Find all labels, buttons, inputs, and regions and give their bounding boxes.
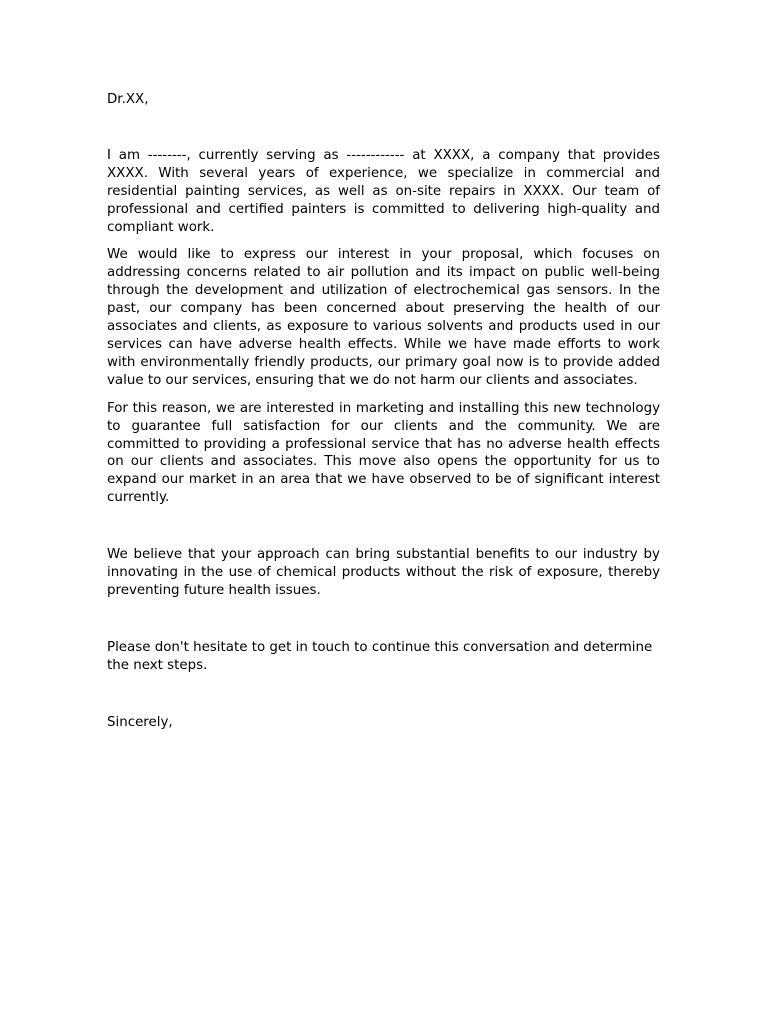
paragraph-benefits: We believe that your approach can bring substantial benefits to our industry by innovating in the use of chemical products without the risk of exposure, thereby preventing future health issues. <box>107 547 660 598</box>
paragraph-motivation: For this reason, we are interested in marketing and installing this new technology to guarantee full satisfaction for our clients and the community. We are committed to providing a professional service that has no adverse health effects on our clients and associates. This move also opens the opportunity for us to expand our market in an area that we have observed to be of significant interest currently. <box>107 400 660 506</box>
salutation: Dr.XX, <box>107 92 149 107</box>
letter-body <box>107 91 660 732</box>
paragraph-interest: We would like to express our interest in your proposal, which focuses on addressing concerns related to air pollution and its impact on public well-being through the development and utilization of electrochemical gas sensors. In the past, our company has been concerned about preserving the health of our associates and clients, as exposure to various solvents and products used in our services can have adverse health effects. While we have made efforts to work with environmentally friendly products, our primary goal now is to provide added value to our services, ensuring that we do not harm our clients and associates. <box>107 247 660 388</box>
paragraph-next-steps: Please don't hesitate to get in touch to continue this conversation and determine the next steps. <box>107 639 653 673</box>
paragraph-introduction: I am --------, currently serving as ------------ at XXXX, a company that provides XXXX. With several years of experience, we specialize in commercial and residential painting services, as well as on-site repairs in XXXX. Our team of professional and certified painters is committed to delivering high-quality and compliant work. <box>107 147 660 235</box>
closing: Sincerely, <box>107 714 173 730</box>
